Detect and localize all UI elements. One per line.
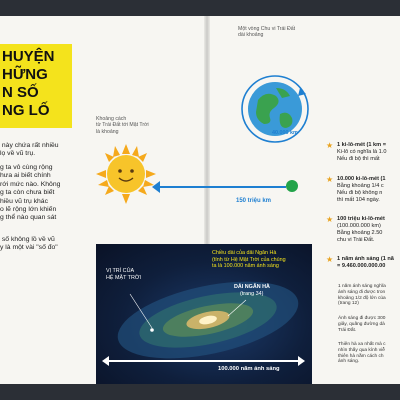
- fact-item: [326, 176, 400, 212]
- left-paragraph-1: này chứa rất nhiều lọ về vũ trụ.: [0, 142, 59, 158]
- solar-system-label: VỊ TRÍ CỦA HỆ MẶT TRỜI: [106, 268, 141, 281]
- fact-item: [326, 216, 400, 252]
- sun-icon: [96, 144, 156, 204]
- galaxy-distance-label: 100.000 năm ánh sáng: [218, 366, 280, 372]
- star-icon: ★: [326, 215, 334, 224]
- milky-way-page-ref: (trang 34): [240, 291, 264, 297]
- left-paragraph-3: số không lồ về vũ y là một vài "số đo": [0, 236, 58, 252]
- star-icon: ★: [326, 175, 334, 184]
- book-spread: [0, 16, 400, 384]
- earth-circumference-value: 40.000 km: [272, 130, 298, 136]
- sun-earth-distance-arrow: [156, 186, 286, 188]
- title-line: N SỐ: [2, 84, 39, 101]
- galaxy-width-caption: Chiều dài của dải Ngân Hà (tính từ Hệ Mặt Trời của chúng ta là 100.000 năm ánh sáng: [212, 250, 286, 270]
- galaxy-width-arrow: [106, 360, 300, 362]
- title-line: NG LỐ: [2, 102, 50, 119]
- title-box: [0, 44, 72, 128]
- star-icon: ★: [326, 141, 334, 150]
- milky-way-label: DẢI NGÂN HÀ: [234, 284, 270, 290]
- fact-body: Bằng khoảng 1/4 c Nếu đi bộ không n thì mất 104 ngày.: [337, 183, 384, 203]
- fact-item: [326, 256, 400, 276]
- fact-lead: 10.000 ki-lô-mét (1: [337, 176, 386, 182]
- star-icon: ★: [326, 255, 334, 264]
- title-line: HUYỆN: [2, 48, 55, 65]
- sun-distance-caption: Khoảng cách từ Trái Đất tới Mặt Trời là khoảng: [96, 116, 149, 135]
- fact-lead: 1 năm ánh sáng (1 nă: [337, 256, 394, 262]
- left-paragraph-2: g ta vô cùng rộng hưa ai biết chính rới mức nào. Không g ta còn chưa biết hiều vũ trụ khác o lẽ rộng lớn khiến g thể nào quan sát: [0, 164, 61, 222]
- galaxy-panel: [96, 244, 312, 384]
- fact-lead: 100 triệu ki-lô-mét: [337, 216, 385, 222]
- fact-item: [326, 142, 400, 172]
- note-text: Ánh sáng đi được 300 giây, quãng đường dà Trái Đất.: [338, 316, 386, 333]
- note-text: Thiên hà xa nhất mà c nhìn thấy qua kính viễ thiên hà nằm cách ch ánh sáng.: [338, 342, 386, 365]
- fact-lead: 1 ki-lô-mét (1 km =: [337, 142, 386, 148]
- earth-small-icon: [286, 180, 298, 192]
- title-line: HỮNG: [2, 66, 48, 83]
- fact-body: = 9.460.000.000.00: [337, 263, 386, 269]
- sun-distance-value: 150 triệu km: [236, 198, 272, 204]
- arrow-right-icon: [298, 356, 305, 366]
- fact-body: (100.000.000 km) Bằng khoảng 2.50 chu vi Trái Đất.: [337, 223, 383, 243]
- earth-circumference-caption: Một vòng Chu vi Trái Đất dài khoảng: [238, 26, 296, 39]
- fact-body: Ki-lô có nghĩa là 1.0 Nếu đi bộ thì mất: [337, 149, 387, 162]
- note-text: 1 năm ánh sáng nghĩa ánh sáng đi được tron khoảng 1/2 độ lớn của (trang 12): [338, 284, 386, 307]
